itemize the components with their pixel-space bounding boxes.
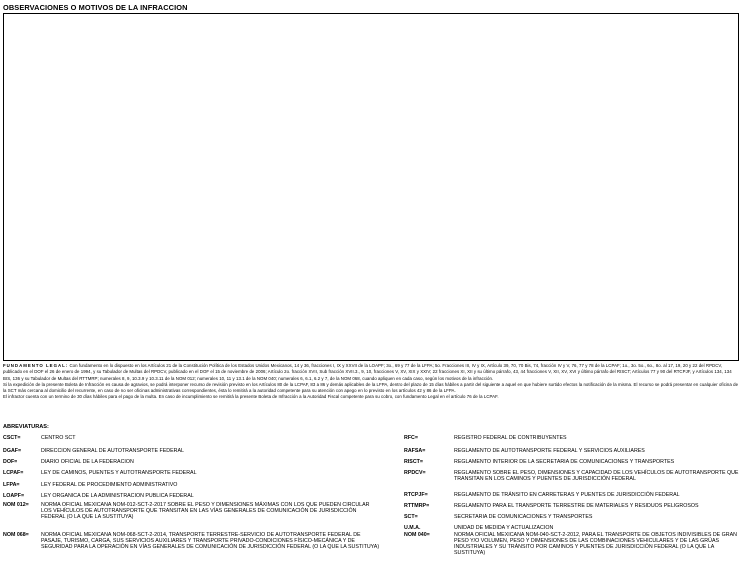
legal-paragraph-2: Si la expedición de la presente Boleta de Infracción es causa de agravios, se podrá interponer recurso de revisión previsto en los Artículos 80 de la LCPAF, 83 a 86 y demás aplicables de la LFPA, dentro del plazo de 15 días hábiles a partir del siguiente a aquel en que hubiere surtido efectos la notificación de la misma. El recurso se podrá presentar en cualquier oficina de la SCT más cercana al domicilio del recurrente, en caso de no ser oficinas administrativas correspondientes, ésta lo remitirá a la autoridad competente para su atención con apego en lo previsto en los artículos 42 y 86 de la LFPA. [3, 381, 739, 394]
abbreviation-row [404, 459, 674, 465]
abbreviation-value: REGLAMENTO INTERIOR DE LA SECRETARIA DE COMUNICACIONES Y TRANSPORTES [454, 459, 675, 465]
legal-text-1: Con fundamento en lo dispuesto en los Artículos 21 de la Constitución Política de los Estados Unidos Mexicanos, 14 y 36, fracciones I, IX y XXVII de la LOAPF; 3o., 69 y 77 de la LFPA; 5o. Fracciones III, IV y IX, Artículo 39, 70, 70 Bis, 74, fracción IV y V, 76, 77 y 78 de la LCPAF; 1o., 3o. 5o., 6o., 8o. al 17, 19, 20 y 22 del RPDCV, publicado en el DOF el 26 de enero de 1994, y su Tabulador de Multas del RPDCV, publicado en el DOF el 15 de noviembre de 2006; Artículo 2o. fracción XVII, Sub fracción XVII.3., 9, 10, fracciones V, XV, XIX y XXIV; 22 fracciones XI, XII y su último párrafo, 43, 44 fracciones V, XII, XV, XVI y último párrafo del RISCT; Artículos 77 y 90 del RTCPJF, y Artículos 134, 134 BIS, 136 y su Tabulador de Multas del RTTMRP; numerales 8, 9, 10.3.9 y 10.3.11 de la NOM 012; numerales 10, 11 y 13.1 de la NOM 040; numerales 6, 6.1, 6.2 y 7, de la NOM 068, cuando apliquen en cada caso, según los motivos de la infracción. [3, 363, 732, 381]
abbreviation-value: NORMA OFICIAL MEXICANA NOM-040-SCT-2-2012, PARA EL TRANSPORTE DE OBJETOS INDIVISIBLES DE GRAN PESO Y/O VOLUMEN, PESO Y DIMENSIONES DE LAS COMBINACIONES VEHICULARES Y DE LAS GRÚAS INDUSTRIALES Y SU TRÁNSITO POR CAMINOS Y PUENTES DE JURISDICCIÓN FEDERAL (O LA QUE LA SUSTITUYA) [454, 532, 737, 556]
abbreviation-value: DIRECCION GENERAL DE AUTOTRANSPORTE FEDERAL [41, 448, 184, 454]
abbreviation-key: SCT= [404, 514, 418, 520]
abbreviation-row [404, 532, 740, 556]
abbreviation-key: RTCPJF= [404, 492, 428, 498]
abbreviation-value: REGLAMENTO DE AUTOTRANSPORTE FEDERAL Y SERVICIOS AUXILIARES [454, 448, 645, 454]
abbreviation-row [404, 492, 680, 498]
abbreviation-value: UNIDAD DE MEDIDA Y ACTUALIZACION [454, 525, 554, 531]
abbreviation-key: DOF= [3, 459, 18, 465]
abbreviation-key: RPDCV= [404, 470, 426, 476]
abbreviation-key: DGAF= [3, 448, 22, 454]
legal-label: FUNDAMENTO LEGAL: [3, 363, 69, 368]
abbreviation-row [404, 448, 645, 454]
abbreviation-key: NOM 068= [3, 532, 29, 538]
abbreviation-key: NOM 012= [3, 502, 29, 508]
section-title: OBSERVACIONES O MOTIVOS DE LA INFRACCION [3, 3, 188, 12]
abbreviation-key: LFPA= [3, 482, 20, 488]
abbreviation-key: RISCT= [404, 459, 423, 465]
abbreviation-key: CSCT= [3, 435, 21, 441]
legal-paragraph-3: El infractor cuenta con un termino de 30 días hábiles para el pago de la multa. En caso de incumplimiento se remitirá la presente Boleta de Infracción a la Autoridad Fiscal competente para su cobro, con fundamento Legal en el artículo 76 de la LCPAF. [3, 394, 499, 400]
abbreviation-value: REGLAMENTO SOBRE EL PESO, DIMENSIONES Y CAPACIDAD DE LOS VEHÍCULOS DE AUTOTRANSPORTE QUE TRANSITAN EN LOS CAMINOS Y PUENTES DE JURISDICCIÓN FEDERAL [454, 470, 739, 482]
abbreviation-key: RTTMRP= [404, 503, 430, 509]
abbreviation-row [404, 470, 740, 482]
abbreviations-title: ABREVIATURAS: [3, 424, 49, 430]
abbreviation-value: SECRETARIA DE COMUNICACIONES Y TRANSPORTES [454, 514, 593, 520]
abbreviation-row [404, 525, 553, 531]
abbreviation-value: LEY DE CAMINOS, PUENTES Y AUTOTRANSPORTE FEDERAL [41, 470, 197, 476]
abbreviation-key: LCPAF= [3, 470, 24, 476]
abbreviation-value: REGLAMENTO PARA EL TRANSPORTE TERRESTRE DE MATERIALES Y RESIDUOS PELIGROSOS [454, 503, 699, 509]
abbreviation-row [3, 532, 381, 550]
abbreviation-row [404, 503, 699, 509]
legal-paragraph-1 [3, 363, 741, 382]
abbreviation-row [404, 435, 567, 441]
abbreviation-row [3, 493, 194, 499]
abbreviation-value: NORMA OFICIAL MEXICANA NOM-012-SCT-2-2017 SOBRE EL PESO Y DIMENSIONES MÁXIMAS CON LOS QUE PUEDEN CIRCULAR LOS VEHÍCULOS DE AUTOTRANSPORTE QUE TRANSITAN EN LAS VÍAS GENERALES DE COMUNICACIÓN DE JURISDICCIÓN FEDERAL (O LA QUE LA SUSTITUYA) [41, 502, 370, 520]
abbreviation-value: DIARIO OFICIAL DE LA FEDERACION [41, 459, 134, 465]
abbreviation-key: RFC= [404, 435, 418, 441]
abbreviation-key: RAFSA= [404, 448, 426, 454]
abbreviation-value: REGISTRO FEDERAL DE CONTRIBUYENTES [454, 435, 567, 441]
abbreviation-row [404, 514, 592, 520]
abbreviation-row [3, 470, 197, 476]
abbreviation-value: LEY ORGANICA DE LA ADMINISTRACION PUBLICA FEDERAL [41, 493, 194, 499]
abbreviation-row [3, 482, 177, 488]
observations-box [3, 13, 739, 361]
abbreviation-row [3, 435, 75, 441]
abbreviation-value: NORMA OFICIAL MEXICANA NOM-068-SCT-2-2014, TRANSPORTE TERRESTRE-SERVICIO DE AUTOTRANSPORTE FEDERAL DE PASAJE, TURISMO, CARGA, SUS SERVICIOS AUXILIARES Y TRANSPORTE PRIVADO-CONDICIONES FÍSICO-MECÁNICA Y DE SEGURIDAD PARA LA OPERACIÓN EN VÍAS GENERALES DE COMUNICACIÓN DE JURISDICCIÓN FEDERAL (O LA QUE LA SUSTITUYA) [41, 532, 380, 550]
abbreviation-row [3, 459, 134, 465]
abbreviation-key: LOAPF= [3, 493, 25, 499]
abbreviation-row [3, 448, 184, 454]
abbreviation-value: REGLAMENTO DE TRÁNSITO EN CARRETERAS Y PUENTES DE JURISDICCIÓN FEDERAL [454, 492, 680, 498]
abbreviation-value: CENTRO SCT [41, 435, 76, 441]
abbreviation-value: LEY FEDERAL DE PROCEDIMIENTO ADMINISTRATIVO [41, 482, 178, 488]
abbreviation-key: NOM 040= [404, 532, 430, 538]
abbreviation-row [3, 502, 381, 520]
abbreviation-key: U.M.A. [404, 525, 421, 531]
legal-basis [3, 363, 741, 401]
